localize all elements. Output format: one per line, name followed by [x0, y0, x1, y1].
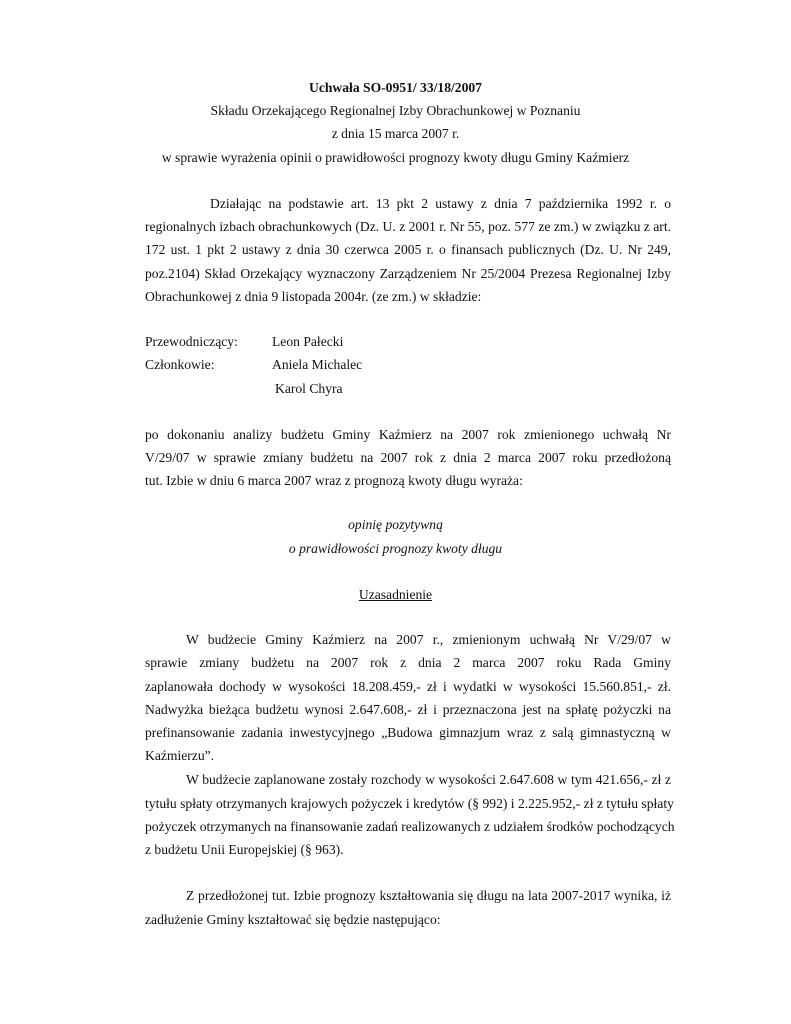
intro-line-1: Działając na podstawie art. 13 pkt 2 ustawy z dnia 7 października 1992 r. o: [210, 196, 671, 211]
justification-p2-line-1: W budżecie zaplanowane zostały rozchody w wysokości 2.647.608 w tym 421.656,- zł z: [186, 772, 671, 787]
intro-line-4: poz.2104) Skład Orzekający wyznaczony Zarządzeniem Nr 25/2004 Prezesa Regionalnej Izby: [145, 266, 671, 281]
member-name-1: Aniela Michalec: [272, 357, 363, 372]
analysis-line-3: tut. Izbie w dniu 6 marca 2007 wraz z prognozą kwoty długu wyraża:: [145, 473, 523, 488]
resolution-title: Uchwała SO-0951/ 33/18/2007: [309, 80, 482, 95]
justification-p1-line-3: zaplanowała dochody w wysokości 18.208.459,- zł i wydatki w wysokości 15.560.851,- zł.: [145, 679, 671, 694]
justification-p1-line-2: sprawie zmiany budżetu na 2007 rok z dnia 2 marca 2007 roku Rada Gminy: [145, 655, 671, 670]
date-line: z dnia 15 marca 2007 r.: [331, 126, 460, 141]
analysis-line-1: po dokonaniu analizy budżetu Gminy Kaźmierz na 2007 rok zmienionego uchwałą Nr: [145, 427, 671, 442]
issuer-line: Składu Orzekającego Regionalnej Izby Obrachunkowej w Poznaniu: [210, 103, 581, 118]
intro-line-2: regionalnych izbach obrachunkowych (Dz. U. z 2001 r. Nr 55, poz. 577 ze zm.) w związku z art.: [145, 219, 671, 234]
analysis-line-2: V/29/07 w sprawie zmiany budżetu na 2007 rok z dnia 2 marca 2007 roku przedłożoną: [145, 450, 671, 465]
justification-p1-line-5: prefinansowanie zadania inwestycyjnego „Budowa gimnazjum wraz z salą gimnastyczną w: [145, 725, 671, 740]
justification-p2-line-2: tytułu spłaty otrzymanych krajowych pożyczek i kredytów (§ 992) i 2.225.952,- zł z tytułu spłaty: [145, 796, 674, 811]
justification-p1-line-1: W budżecie Gminy Kaźmierz na 2007 r., zmienionym uchwałą Nr V/29/07 w: [186, 632, 671, 647]
justification-p2-line-4: z budżetu Unii Europejskiej (§ 963).: [145, 842, 344, 857]
justification-p1-line-6: Kaźmierzu”.: [145, 748, 215, 763]
justification-heading: Uzasadnienie: [358, 587, 433, 602]
intro-line-5: Obrachunkowej z dnia 9 listopada 2004r. (ze zm.) w składzie:: [145, 289, 482, 304]
subject-line: w sprawie wyrażenia opinii o prawidłowości prognozy kwoty długu Gminy Kaźmierz: [161, 150, 630, 165]
member-name-2: Karol Chyra: [275, 381, 343, 396]
intro-line-3: 172 ust. 1 pkt 2 ustawy z dnia 30 czerwca 2005 r. o finansach publicznych (Dz. U. Nr 249,: [145, 242, 671, 257]
opinion-line-1: opinię pozytywną: [348, 517, 443, 532]
justification-p3-line-1: Z przedłożonej tut. Izbie prognozy kształtowania się długu na lata 2007-2017 wynika, iż: [186, 888, 671, 903]
chair-label: Przewodniczący:: [145, 334, 238, 349]
members-label: Członkowie:: [145, 357, 215, 372]
chair-name: Leon Pałecki: [272, 334, 344, 349]
justification-p2-line-3: pożyczek otrzymanych na finansowanie zadań realizowanych z udziałem środków pochodzących: [145, 819, 675, 834]
justification-p3-line-2: zadłużenie Gminy kształtować się będzie następująco:: [145, 912, 441, 927]
opinion-line-2: o prawidłowości prognozy kwoty długu: [288, 541, 503, 556]
justification-p1-line-4: Nadwyżka bieżąca budżetu wynosi 2.647.608,- zł i przeznaczona jest na spłatę pożyczki na: [145, 702, 671, 717]
